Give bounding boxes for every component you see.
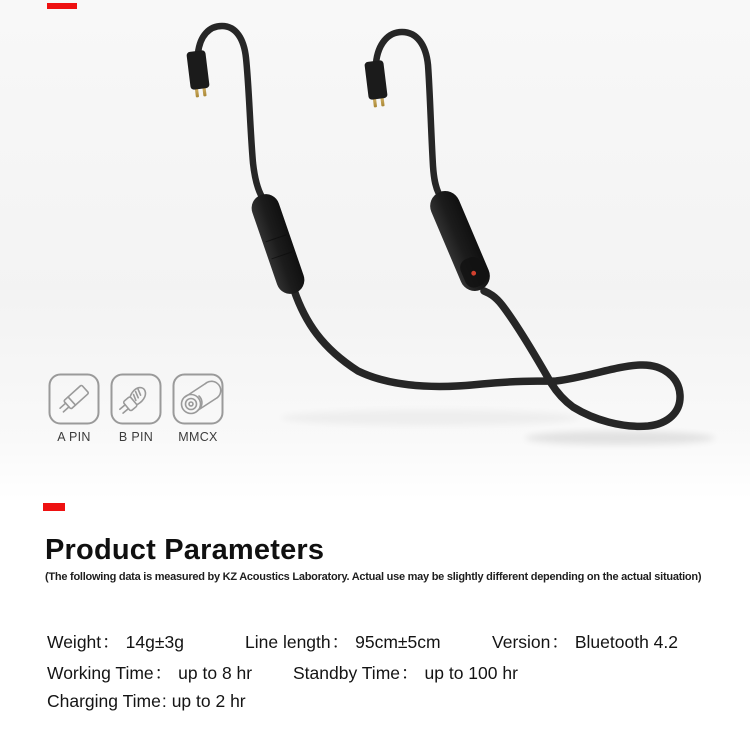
param-version: Version： Bluetooth 4.2: [492, 632, 679, 652]
left-2pin-connector: [186, 50, 210, 98]
connector-type-mmcx: [172, 373, 224, 444]
parameters-row: [0, 660, 750, 684]
parameters-row: [0, 691, 750, 715]
right-2pin-connector: [364, 60, 388, 108]
neck-cable: [294, 290, 680, 426]
left-control-module: [248, 190, 308, 297]
param-line-length: Line length： 95cm±5cm: [245, 632, 441, 652]
section-subtitle: (The following data is measured by KZ Acoustics Laboratory. Actual use may be slightly different depending on the actual situation): [45, 571, 702, 583]
param-charging-time: Charging Time: up to 2 hr: [47, 691, 246, 711]
connector-type-a-pin: [48, 373, 100, 444]
a-pin-icon: [48, 373, 100, 425]
right-earhook-cable: [376, 32, 439, 194]
mmcx-icon: [172, 373, 224, 425]
mmcx-label: MMCX: [178, 430, 218, 444]
param-weight: Weight： 14g±3g: [47, 632, 184, 652]
connector-type-b-pin: [110, 373, 162, 444]
b-pin-icon: [110, 373, 162, 425]
param-standby-time: Standby Time： up to 100 hr: [293, 663, 518, 683]
param-working-time: Working Time： up to 8 hr: [47, 663, 253, 683]
loop-shadow: [525, 431, 715, 445]
cable-shadow: [280, 410, 580, 426]
right-control-module: [425, 186, 494, 295]
parameters-row: [0, 629, 750, 653]
b-pin-label: B PIN: [118, 430, 154, 444]
left-earhook-cable: [198, 26, 262, 197]
section-title: Product Parameters: [45, 534, 325, 566]
a-pin-label: A PIN: [57, 430, 91, 444]
connector-types-row: [48, 373, 224, 444]
section-accent-dash-bottom: [43, 503, 65, 511]
